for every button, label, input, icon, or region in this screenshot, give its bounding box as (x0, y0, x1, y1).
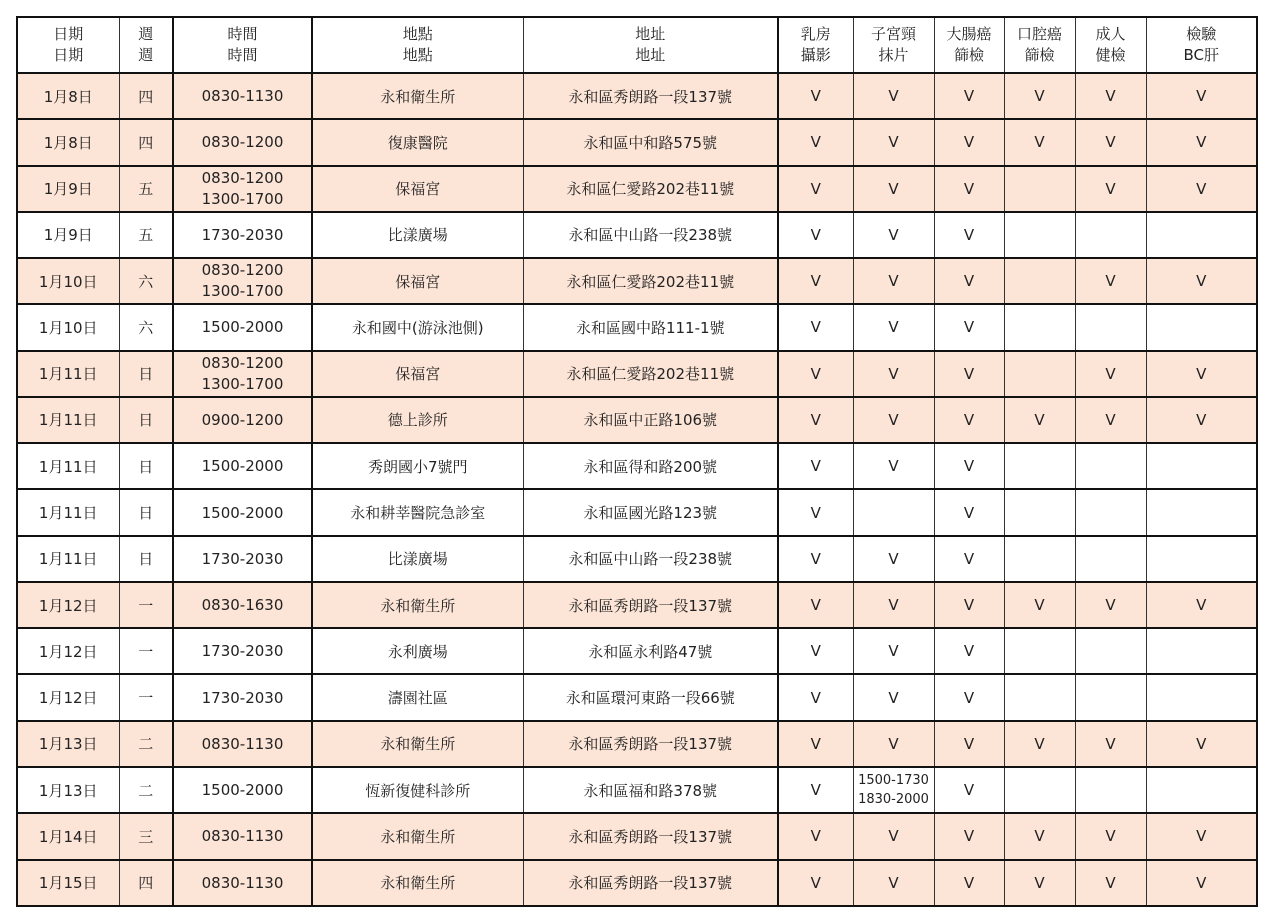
address-cell: 永和區秀朗路一段137號 (523, 860, 778, 906)
schedule-row (17, 351, 1257, 397)
time-cell: 0830-1200 (173, 119, 312, 165)
cell-line: 1300-1700 (201, 282, 284, 301)
adult-health-check (1075, 674, 1146, 720)
date-cell: 1月10日 (17, 304, 119, 350)
location-cell: 永和衛生所 (312, 73, 523, 119)
hepatitis-bc-check (1146, 767, 1257, 813)
pap-smear-check: V (853, 582, 934, 628)
weekday-cell: 日 (119, 351, 173, 397)
time-cell: 0900-1200 (173, 397, 312, 443)
date-cell: 1月10日 (17, 258, 119, 304)
adult-health-check: V (1075, 119, 1146, 165)
location-cell: 比漾廣場 (312, 536, 523, 582)
oral-cancer-check: V (1004, 721, 1075, 767)
pap-smear-check: V (853, 212, 934, 258)
header-text: 地址 (635, 46, 666, 64)
mammography-check: V (778, 536, 853, 582)
address-cell: 永和區秀朗路一段137號 (523, 813, 778, 859)
mammography-check: V (778, 767, 853, 813)
colorectal-check: V (934, 860, 1004, 906)
schedule-row (17, 582, 1257, 628)
mammography-check: V (778, 351, 853, 397)
colorectal-check: V (934, 582, 1004, 628)
location-cell: 永和衛生所 (312, 813, 523, 859)
address-cell: 永和區福和路378號 (523, 767, 778, 813)
schedule-row (17, 628, 1257, 674)
adult-health-check: V (1075, 258, 1146, 304)
header-date (17, 17, 119, 73)
adult-health-check: V (1075, 397, 1146, 443)
oral-cancer-check (1004, 212, 1075, 258)
schedule-row (17, 721, 1257, 767)
date-cell: 1月9日 (17, 212, 119, 258)
time-cell: 0830-1130 (173, 813, 312, 859)
screening-schedule-table (16, 16, 1258, 907)
hepatitis-bc-check (1146, 674, 1257, 720)
cell-line: 1830-2000 (858, 792, 929, 808)
address-cell: 永和區秀朗路一段137號 (523, 582, 778, 628)
time-cell (173, 258, 312, 304)
header-text: 地址 (635, 25, 666, 43)
oral-cancer-check: V (1004, 860, 1075, 906)
time-cell: 1500-2000 (173, 489, 312, 535)
date-cell: 1月8日 (17, 119, 119, 165)
header-text: 日期 (53, 46, 84, 64)
location-cell: 德上診所 (312, 397, 523, 443)
header-mammography (778, 17, 853, 73)
pap-smear-check: V (853, 258, 934, 304)
mammography-check: V (778, 813, 853, 859)
oral-cancer-check (1004, 536, 1075, 582)
hepatitis-bc-check: V (1146, 860, 1257, 906)
colorectal-check: V (934, 166, 1004, 212)
header-time (173, 17, 312, 73)
location-cell: 永和衛生所 (312, 860, 523, 906)
pap-smear-check: V (853, 813, 934, 859)
adult-health-check: V (1075, 582, 1146, 628)
time-cell: 1500-2000 (173, 767, 312, 813)
date-cell: 1月15日 (17, 860, 119, 906)
oral-cancer-check (1004, 166, 1075, 212)
weekday-cell: 六 (119, 258, 173, 304)
header-colorectal-screening (934, 17, 1004, 73)
mammography-check: V (778, 674, 853, 720)
pap-smear-check (853, 767, 934, 813)
mammography-check: V (778, 119, 853, 165)
weekday-cell: 日 (119, 397, 173, 443)
header-row (17, 17, 1257, 73)
time-cell: 1730-2030 (173, 536, 312, 582)
time-cell: 1730-2030 (173, 628, 312, 674)
location-cell: 比漾廣場 (312, 212, 523, 258)
cell-line: 0830-1200 (201, 168, 284, 187)
cell-line: 1300-1700 (201, 374, 284, 393)
header-text: 抹片 (878, 46, 909, 64)
colorectal-check: V (934, 443, 1004, 489)
weekday-cell: 四 (119, 860, 173, 906)
time-cell: 0830-1130 (173, 721, 312, 767)
weekday-cell: 五 (119, 166, 173, 212)
pap-smear-check: V (853, 397, 934, 443)
adult-health-check (1075, 304, 1146, 350)
adult-health-check: V (1075, 73, 1146, 119)
schedule-row (17, 166, 1257, 212)
header-text: 成人 (1095, 25, 1126, 43)
header-oral-cancer-screening (1004, 17, 1075, 73)
location-cell: 永和耕莘醫院急診室 (312, 489, 523, 535)
location-cell: 秀朗國小7號門 (312, 443, 523, 489)
header-text: 日期 (53, 25, 84, 43)
weekday-cell: 日 (119, 443, 173, 489)
header-text: 大腸癌 (946, 25, 992, 43)
date-cell: 1月11日 (17, 351, 119, 397)
time-cell: 0830-1130 (173, 860, 312, 906)
location-cell: 濤園社區 (312, 674, 523, 720)
pap-smear-check: V (853, 73, 934, 119)
schedule-row (17, 443, 1257, 489)
colorectal-check: V (934, 304, 1004, 350)
hepatitis-bc-check (1146, 536, 1257, 582)
time-cell (173, 166, 312, 212)
pap-smear-check: V (853, 304, 934, 350)
address-cell: 永和區國中路111-1號 (523, 304, 778, 350)
location-cell: 永和衛生所 (312, 721, 523, 767)
schedule-row (17, 813, 1257, 859)
time-cell: 0830-1130 (173, 73, 312, 119)
colorectal-check: V (934, 674, 1004, 720)
pap-smear-check: V (853, 860, 934, 906)
pap-smear-check: V (853, 536, 934, 582)
colorectal-check: V (934, 767, 1004, 813)
pap-smear-check: V (853, 721, 934, 767)
time-cell: 0830-1630 (173, 582, 312, 628)
location-cell: 保福宮 (312, 351, 523, 397)
address-cell: 永和區仁愛路202巷11號 (523, 166, 778, 212)
weekday-cell: 三 (119, 813, 173, 859)
adult-health-check: V (1075, 721, 1146, 767)
date-cell: 1月11日 (17, 397, 119, 443)
colorectal-check: V (934, 258, 1004, 304)
schedule-row (17, 212, 1257, 258)
address-cell: 永和區環河東路一段66號 (523, 674, 778, 720)
hepatitis-bc-check: V (1146, 397, 1257, 443)
date-cell: 1月12日 (17, 628, 119, 674)
address-cell: 永和區秀朗路一段137號 (523, 73, 778, 119)
address-cell: 永和區中和路575號 (523, 119, 778, 165)
header-text: 健檢 (1095, 46, 1126, 64)
location-cell: 復康醫院 (312, 119, 523, 165)
oral-cancer-check: V (1004, 582, 1075, 628)
adult-health-check: V (1075, 351, 1146, 397)
mammography-check: V (778, 443, 853, 489)
header-adult-health-check (1075, 17, 1146, 73)
hepatitis-bc-check: V (1146, 258, 1257, 304)
header-text: BC肝 (1183, 46, 1219, 64)
date-cell: 1月12日 (17, 582, 119, 628)
colorectal-check: V (934, 628, 1004, 674)
mammography-check: V (778, 304, 853, 350)
address-cell: 永和區中正路106號 (523, 397, 778, 443)
mammography-check: V (778, 628, 853, 674)
weekday-cell: 日 (119, 489, 173, 535)
colorectal-check: V (934, 119, 1004, 165)
hepatitis-bc-check: V (1146, 582, 1257, 628)
weekday-cell: 日 (119, 536, 173, 582)
hepatitis-bc-check: V (1146, 721, 1257, 767)
weekday-cell: 二 (119, 721, 173, 767)
cell-line: 0830-1200 (201, 261, 284, 280)
address-cell: 永和區仁愛路202巷11號 (523, 351, 778, 397)
time-cell (173, 351, 312, 397)
hepatitis-bc-check: V (1146, 813, 1257, 859)
oral-cancer-check (1004, 443, 1075, 489)
cell-line: 0830-1200 (201, 353, 284, 372)
schedule-row (17, 489, 1257, 535)
header-location (312, 17, 523, 73)
colorectal-check: V (934, 721, 1004, 767)
header-text: 篩檢 (1024, 46, 1055, 64)
date-cell: 1月11日 (17, 536, 119, 582)
header-text: 時間 (227, 25, 258, 43)
mammography-check: V (778, 166, 853, 212)
schedule-row (17, 674, 1257, 720)
header-address (523, 17, 778, 73)
pap-smear-check: V (853, 628, 934, 674)
mammography-check: V (778, 212, 853, 258)
schedule-row (17, 73, 1257, 119)
oral-cancer-check (1004, 258, 1075, 304)
address-cell: 永和區得和路200號 (523, 443, 778, 489)
mammography-check: V (778, 489, 853, 535)
header-pap-smear (853, 17, 934, 73)
time-cell: 1500-2000 (173, 443, 312, 489)
header-text: 乳房 (800, 25, 831, 43)
weekday-cell: 四 (119, 119, 173, 165)
address-cell: 永和區秀朗路一段137號 (523, 721, 778, 767)
header-text: 檢驗 (1186, 25, 1217, 43)
header-text: 週 (138, 25, 154, 43)
hepatitis-bc-check (1146, 489, 1257, 535)
header-text: 時間 (227, 46, 258, 64)
hepatitis-bc-check (1146, 212, 1257, 258)
weekday-cell: 一 (119, 582, 173, 628)
weekday-cell: 二 (119, 767, 173, 813)
date-cell: 1月14日 (17, 813, 119, 859)
location-cell: 永和國中(游泳池側) (312, 304, 523, 350)
weekday-cell: 六 (119, 304, 173, 350)
address-cell: 永和區國光路123號 (523, 489, 778, 535)
hepatitis-bc-check (1146, 443, 1257, 489)
schedule-body (17, 73, 1257, 906)
oral-cancer-check (1004, 767, 1075, 813)
colorectal-check: V (934, 212, 1004, 258)
mammography-check: V (778, 860, 853, 906)
pap-smear-check: V (853, 351, 934, 397)
schedule-row (17, 860, 1257, 906)
mammography-check: V (778, 582, 853, 628)
oral-cancer-check: V (1004, 73, 1075, 119)
mammography-check: V (778, 397, 853, 443)
colorectal-check: V (934, 536, 1004, 582)
oral-cancer-check: V (1004, 813, 1075, 859)
hepatitis-bc-check (1146, 304, 1257, 350)
hepatitis-bc-check (1146, 628, 1257, 674)
date-cell: 1月12日 (17, 674, 119, 720)
schedule-row (17, 119, 1257, 165)
cell-line: 1300-1700 (201, 189, 284, 208)
header-text: 攝影 (800, 46, 831, 64)
oral-cancer-check (1004, 489, 1075, 535)
cell-line: 1500-1730 (858, 773, 929, 789)
header-weekday (119, 17, 173, 73)
date-cell: 1月8日 (17, 73, 119, 119)
header-text: 地點 (402, 46, 433, 64)
mammography-check: V (778, 721, 853, 767)
header-text: 篩檢 (953, 46, 984, 64)
pap-smear-check: V (853, 166, 934, 212)
address-cell: 永和區仁愛路202巷11號 (523, 258, 778, 304)
header-hepatitis-bc-test (1146, 17, 1257, 73)
adult-health-check (1075, 212, 1146, 258)
mammography-check: V (778, 73, 853, 119)
location-cell: 恆新復健科診所 (312, 767, 523, 813)
date-cell: 1月11日 (17, 443, 119, 489)
location-cell: 保福宮 (312, 258, 523, 304)
adult-health-check (1075, 443, 1146, 489)
hepatitis-bc-check: V (1146, 119, 1257, 165)
time-cell: 1730-2030 (173, 674, 312, 720)
oral-cancer-check (1004, 351, 1075, 397)
header-text: 週 (138, 46, 154, 64)
oral-cancer-check: V (1004, 397, 1075, 443)
pap-smear-check: V (853, 119, 934, 165)
oral-cancer-check: V (1004, 119, 1075, 165)
oral-cancer-check (1004, 304, 1075, 350)
weekday-cell: 四 (119, 73, 173, 119)
hepatitis-bc-check: V (1146, 166, 1257, 212)
address-cell: 永和區中山路一段238號 (523, 536, 778, 582)
schedule-row (17, 397, 1257, 443)
schedule-row (17, 767, 1257, 813)
date-cell: 1月9日 (17, 166, 119, 212)
oral-cancer-check (1004, 628, 1075, 674)
pap-smear-check: V (853, 674, 934, 720)
schedule-row (17, 304, 1257, 350)
colorectal-check: V (934, 489, 1004, 535)
header-text: 子宮頸 (870, 25, 916, 43)
weekday-cell: 一 (119, 628, 173, 674)
pap-smear-check: V (853, 443, 934, 489)
location-cell: 永利廣場 (312, 628, 523, 674)
adult-health-check: V (1075, 166, 1146, 212)
header-text: 口腔癌 (1016, 25, 1062, 43)
weekday-cell: 五 (119, 212, 173, 258)
date-cell: 1月13日 (17, 721, 119, 767)
adult-health-check: V (1075, 813, 1146, 859)
time-cell: 1500-2000 (173, 304, 312, 350)
address-cell: 永和區永利路47號 (523, 628, 778, 674)
address-cell: 永和區中山路一段238號 (523, 212, 778, 258)
schedule-row (17, 258, 1257, 304)
pap-smear-check (853, 489, 934, 535)
colorectal-check: V (934, 813, 1004, 859)
adult-health-check (1075, 628, 1146, 674)
location-cell: 保福宮 (312, 166, 523, 212)
adult-health-check (1075, 767, 1146, 813)
location-cell: 永和衛生所 (312, 582, 523, 628)
weekday-cell: 一 (119, 674, 173, 720)
mammography-check: V (778, 258, 853, 304)
schedule-row (17, 536, 1257, 582)
time-cell: 1730-2030 (173, 212, 312, 258)
header-text: 地點 (402, 25, 433, 43)
colorectal-check: V (934, 351, 1004, 397)
hepatitis-bc-check: V (1146, 73, 1257, 119)
oral-cancer-check (1004, 674, 1075, 720)
date-cell: 1月13日 (17, 767, 119, 813)
adult-health-check: V (1075, 860, 1146, 906)
colorectal-check: V (934, 397, 1004, 443)
adult-health-check (1075, 536, 1146, 582)
adult-health-check (1075, 489, 1146, 535)
date-cell: 1月11日 (17, 489, 119, 535)
colorectal-check: V (934, 73, 1004, 119)
hepatitis-bc-check: V (1146, 351, 1257, 397)
